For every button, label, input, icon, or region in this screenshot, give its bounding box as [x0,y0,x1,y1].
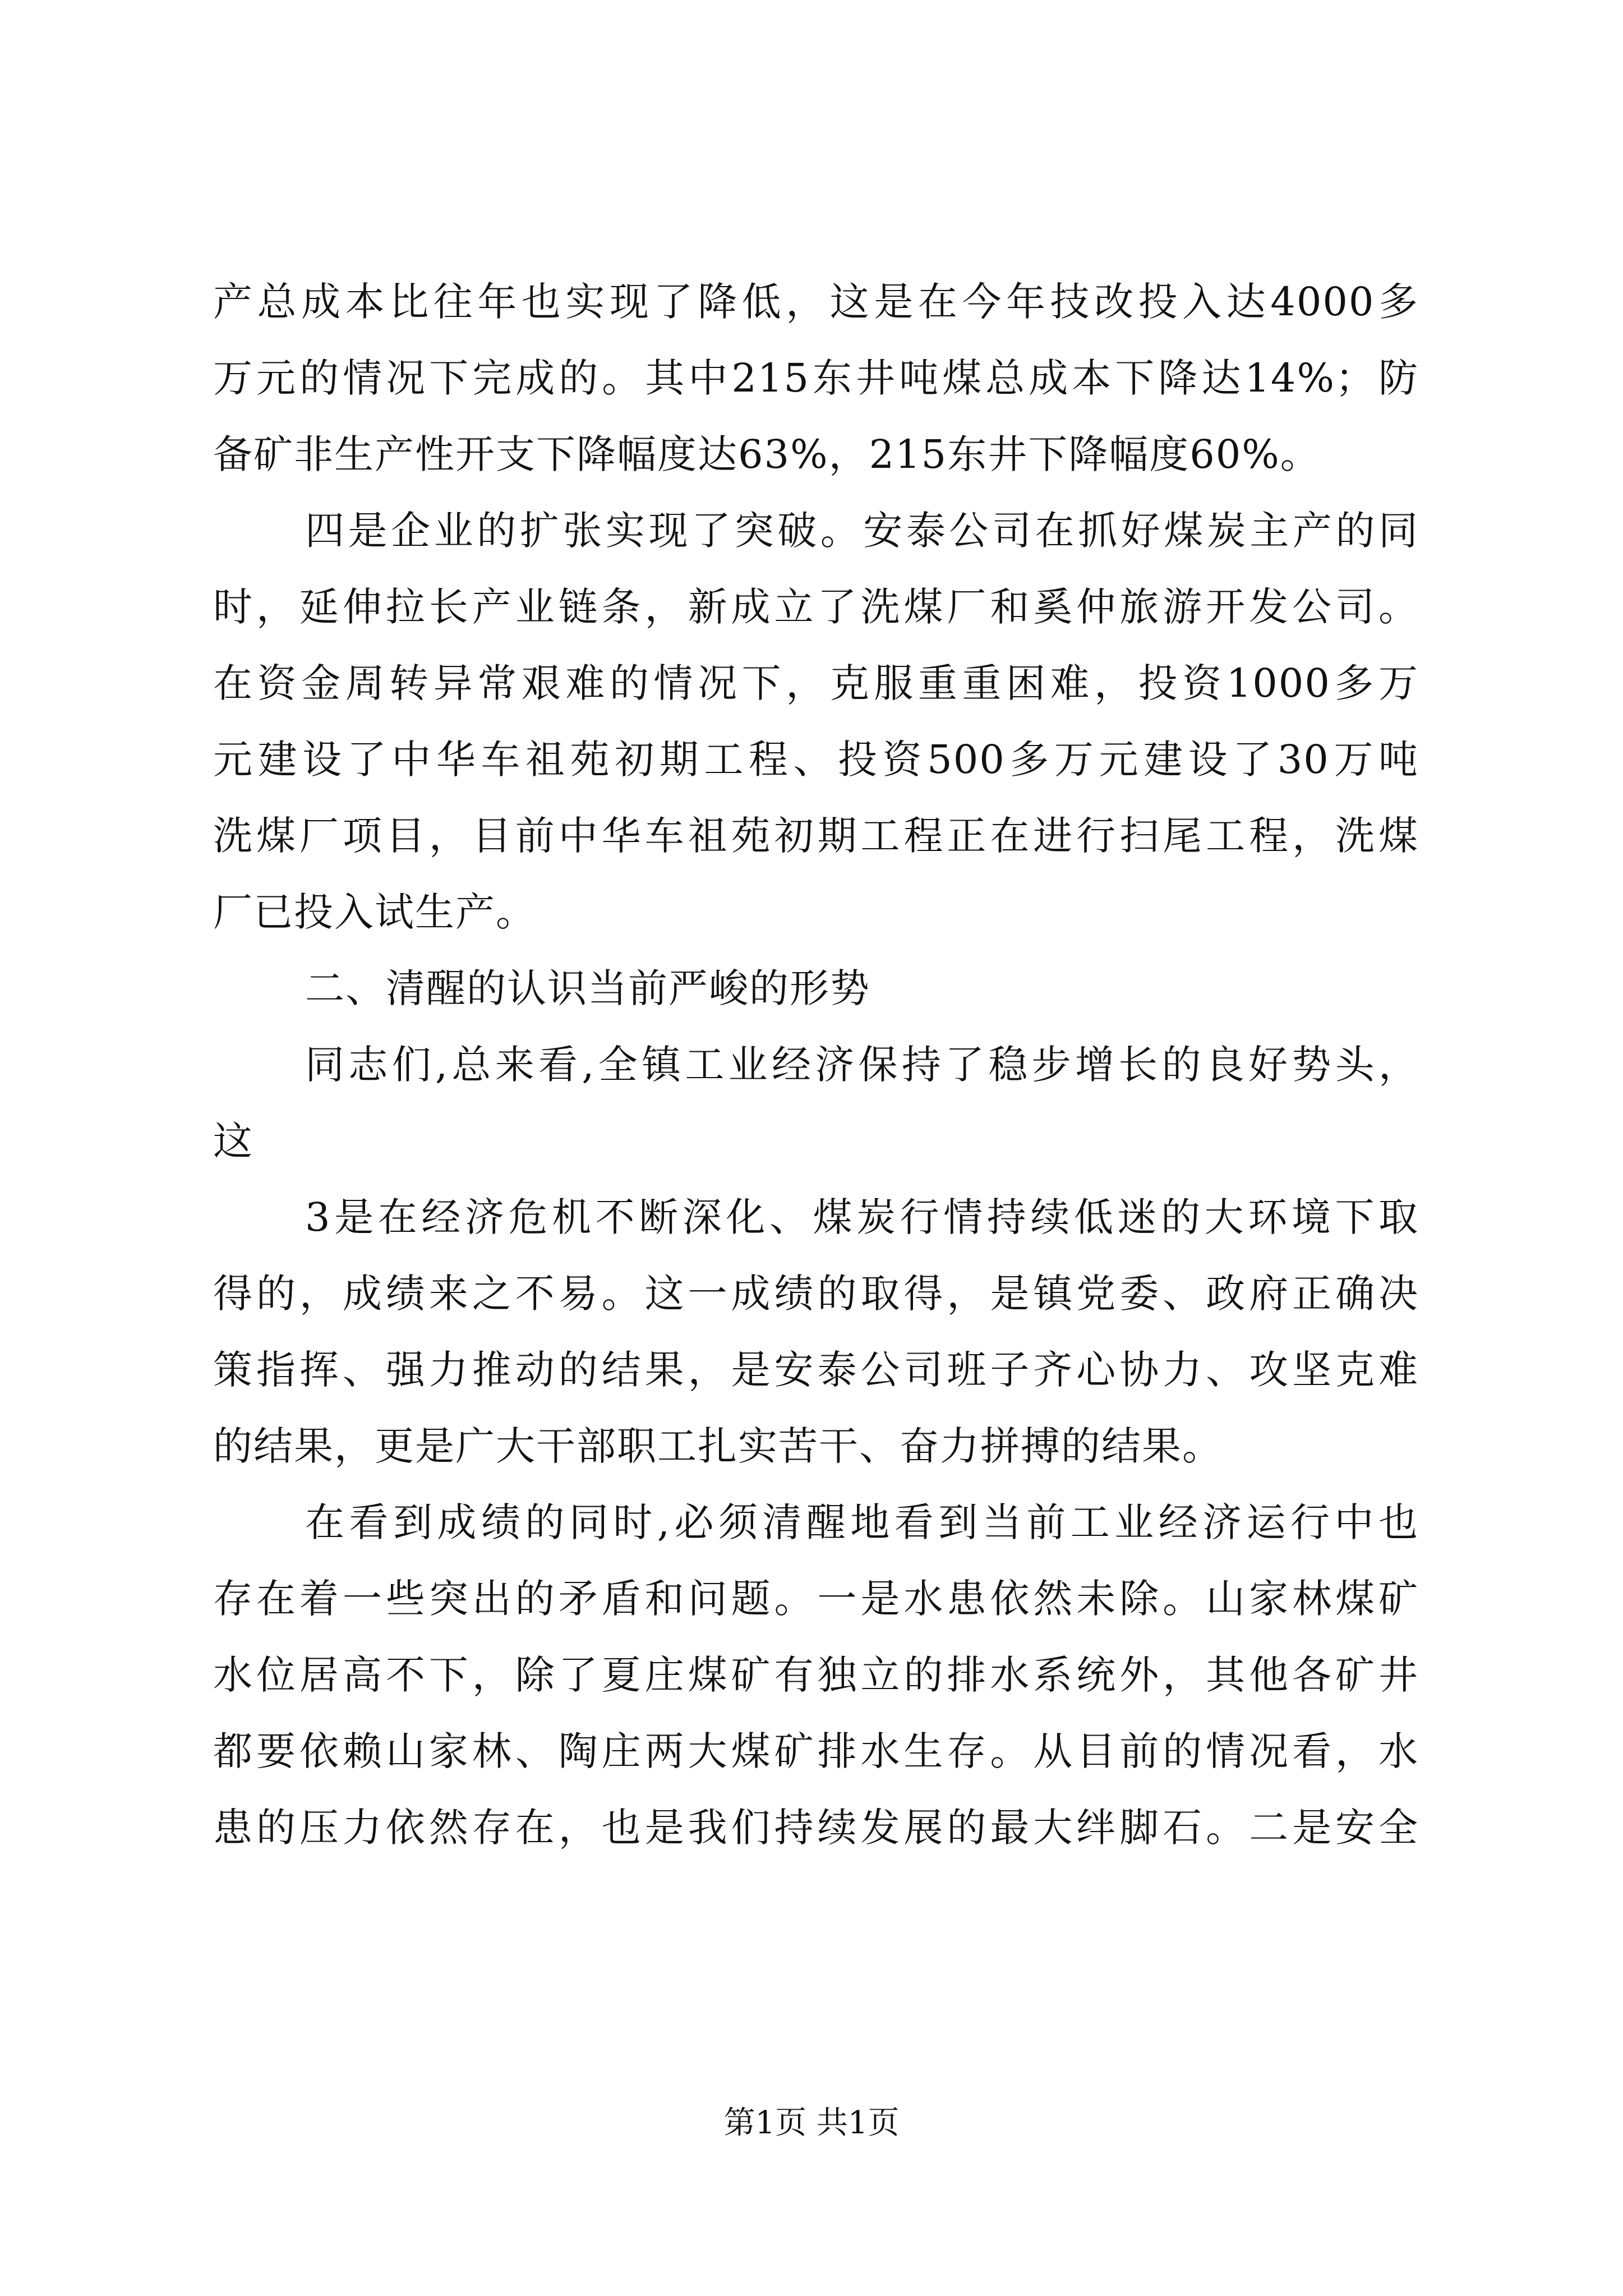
paragraph-start-line: 在看到成绩的同时,必须清醒地看到当前工业经济运行中也 [305,1499,1419,1545]
text-line: 的结果，更是广大干部职工扎实苦干、奋力拼搏的结果。 [213,1423,1223,1469]
text-line: 得的，成绩来之不易。这一成绩的取得，是镇党委、政府正确决 [213,1271,1419,1317]
text-line: 元建设了中华车祖苑初期工程、投资500多万元建设了30万吨 [213,737,1419,783]
text-line: 水位居高不下，除了夏庄煤矿有独立的排水系统外，其他各矿井 [213,1652,1419,1698]
section-heading: 二、清醒的认识当前严峻的形势 [305,965,870,1011]
text-line: 策指挥、强力推动的结果，是安泰公司班子齐心协力、攻坚克难 [213,1347,1419,1393]
text-line: 患的压力依然存在，也是我们持续发展的最大绊脚石。二是安全 [213,1805,1419,1851]
text-line: 都要依赖山家林、陶庄两大煤矿排水生存。从目前的情况看，水 [213,1728,1419,1774]
text-line: 在资金周转异常艰难的情况下，克服重重困难，投资1000多万 [213,660,1419,706]
text-line: 洗煤厂项目，目前中华车祖苑初期工程正在进行扫尾工程，洗煤 [213,813,1419,859]
paragraph-start-line: 3是在经济危机不断深化、煤炭行情持续低迷的大环境下取 [305,1194,1419,1240]
body-text [213,264,1419,1866]
text-line: 万元的情况下完成的。其中215东井吨煤总成本下降达14%；防 [213,355,1419,401]
page-number-footer: 第1页 共1页 [723,2105,900,2141]
text-line: 存在着一些突出的矛盾和问题。一是水患依然未除。山家林煤矿 [213,1576,1419,1622]
paragraph-start-line: 同志们,总来看,全镇工业经济保持了稳步增长的良好势头， [305,1042,1419,1088]
text-line: 产总成本比往年也实现了降低，这是在今年技改投入达4000多 [213,279,1419,325]
text-line: 备矿非生产性开支下降幅度达63%，215东井下降幅度60%。 [213,431,1321,477]
text-line: 厂已投入试生产。 [213,889,536,935]
text-line: 这 [213,1118,253,1164]
text-line: 时，延伸拉长产业链条，新成立了洗煤厂和奚仲旅游开发公司。 [213,584,1419,630]
paragraph-start-line: 四是企业的扩张实现了突破。安泰公司在抓好煤炭主产的同 [305,508,1419,554]
